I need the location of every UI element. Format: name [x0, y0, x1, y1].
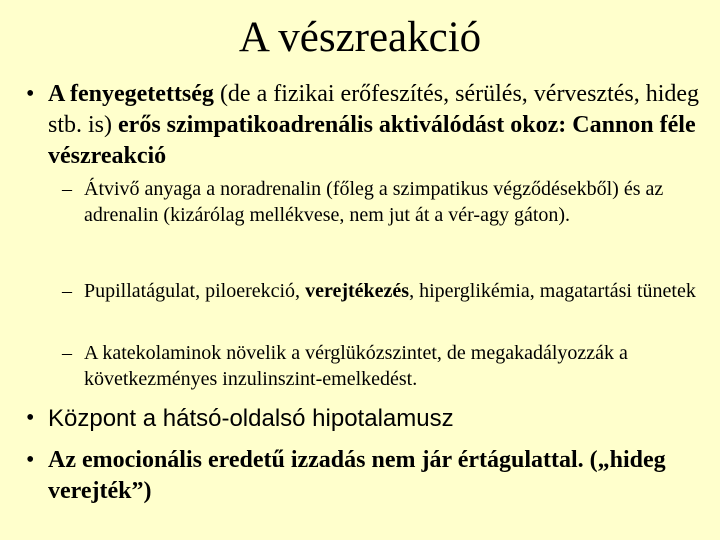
sub-bullet-bold: verejtékezés [305, 280, 410, 302]
sub-bullet-symptoms [62, 278, 702, 304]
dash-icon: – [62, 280, 72, 302]
sub-bullet-text: A katekolaminok növelik a vérglükózszintet, de megakadályozzák a következményes inzulinszint-emelkedést. [84, 342, 628, 390]
bullet-icon: • [26, 81, 35, 107]
sub-bullet-plain-lead: Pupillatágulat, piloerekció, [84, 280, 306, 302]
bullet-bold-lead: A fenyegetettség [48, 81, 214, 107]
bullet-item-sweat [26, 445, 706, 507]
slide-title: A vészreakció [238, 14, 482, 61]
bullet-text [48, 79, 706, 172]
sub-bullet-plain-tail: , hiperglikémia, magatartási tünetek [409, 280, 696, 302]
sub-bullet-transmitter [62, 176, 702, 228]
sub-bullet-text: Átvivő anyaga a noradrenalin (főleg a szimpatikus végződésekből) és az adrenalin (kizárólag mellékvese, nem jut át a vér-agy gáton). [84, 178, 664, 226]
bullet-text: Az emocionális eredetű izzadás nem jár értágulattal. („hideg verejték”) [48, 447, 666, 504]
bullet-icon: • [26, 447, 35, 473]
dash-icon: – [62, 178, 72, 200]
bullet-icon: • [26, 405, 35, 431]
sub-bullet-text [84, 278, 702, 304]
bullet-text: Központ a hátsó-oldalsó hipotalamusz [48, 405, 454, 432]
sub-bullet-catecholamines [62, 340, 702, 392]
dash-icon: – [62, 342, 72, 364]
bullet-plain-text: (de a fizikai erőfeszítés, sérülés, vérvesztés, hideg stb. is) [48, 81, 700, 138]
bullet-bold-tail: erős szimpatikoadrenális aktiválódást okoz: Cannon féle vészreakció [48, 112, 696, 169]
bullet-item-threat [26, 79, 706, 172]
bullet-item-center [26, 403, 706, 434]
